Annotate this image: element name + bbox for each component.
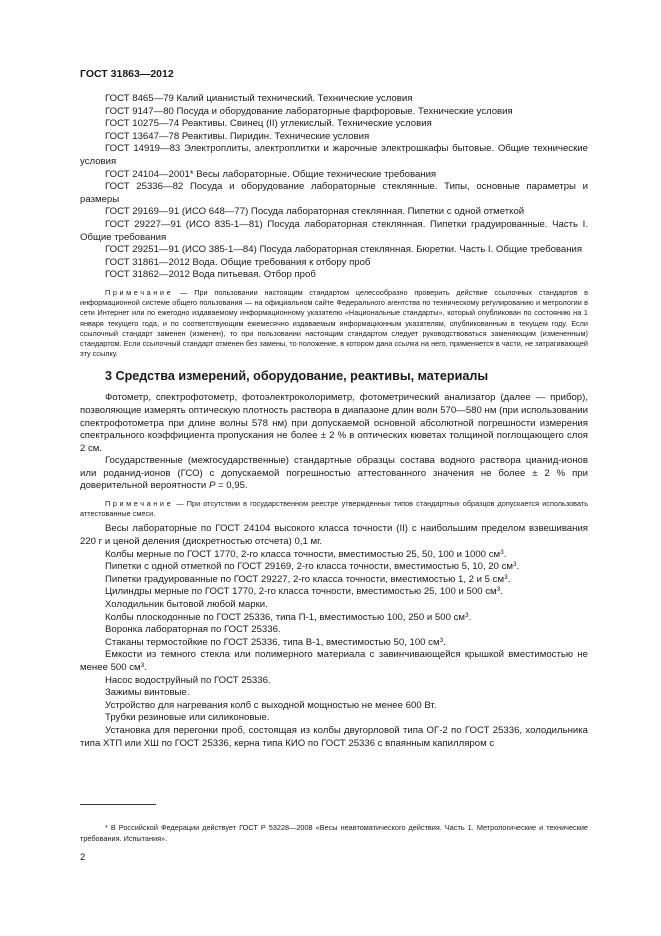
equipment-item: Холодильник бытовой любой марки.	[105, 599, 268, 611]
normative-references-list	[80, 93, 588, 282]
note-text: — При отсутствии в государственном реестре утвержденных типов стандартных образцов допускается использовать аттестованные смеси.	[80, 499, 589, 519]
equipment-item: Емкости из темного стекла или полимерного материала с завинчивающейся крышкой вместимостью не менее 500 $см^3$.	[80, 649, 588, 674]
reference-item: ГОСТ 29227—91 (ИСО 835-1—81) Посуда лабораторная стеклянная. Пипетки градуированные. Часть I. Общие требования	[80, 218, 588, 243]
section-3-title: 3 Средства измерений, оборудование, реактивы, материалы	[105, 369, 489, 384]
section-3-paragraph-reference-samples: Государственные (межгосударственные) стандартные образцы состава водного раствора цианид-ионов или роданид-ионов (ГСО) с допускаемой погрешностью аттестованного значения не более ± 2 % при доверительной вероятности P = 0,95.	[80, 455, 588, 492]
reference-item: ГОСТ 29169—91 (ИСО 648—77) Посуда лабораторная стеклянная. Пипетки с одной отметкой	[105, 206, 525, 218]
equipment-item: Трубки резиновые или силиконовые.	[105, 712, 270, 724]
equipment-item: Устройство для нагревания колб с выходной мощностью не менее 600 Вт.	[105, 699, 437, 711]
note-label: Примечание	[105, 499, 174, 509]
reference-item: ГОСТ 8465—79 Калий цианистый технический. Технические условия	[105, 93, 413, 104]
equipment-item: Пипетки с одной отметкой по ГОСТ 29169, 2-го класса точности, вместимостью 5, 10, 20 $см^3$.	[105, 561, 520, 573]
reference-item: ГОСТ 14919—83 Электроплиты, электроплитки и жарочные электрошкафы бытовые. Общие технические условия	[80, 143, 588, 167]
page-number: 2	[80, 852, 86, 863]
note-text: — При пользовании настоящим стандартом целесообразно проверить действие ссылочных стандартов в информационной системе общего пользования — на официальном сайте Федерального агентства по техническому регулированию и метрологии в сети Интернет или по ежегодно издаваемому информационному указателю «Национальные стандарты», который опубликован по состоянию на 1 января текущего года, и по соответствующим ежемесячно издаваемым информационным указателям, опубликованным в текущем году. Если ссылочный стандарт заменен (изменен), то при пользовании настоящим стандартом следует руководствоваться заменяющим (измененным) стандартом. Если ссылочный стандарт отменен без замены, то положение, в котором дана ссылка на него, применяется в части, не затрагивающей эту ссылку.	[80, 287, 588, 359]
reference-item: ГОСТ 9147—80 Посуда и оборудование лабораторные фарфоровые. Технические условия	[105, 105, 513, 117]
note-label: Примечание	[105, 287, 174, 297]
footnote: * В Российской Федерации действует ГОСТ Р 53228—2008 «Весы неавтоматического действия. Часть 1. Метрологические и технические требования. Испытания».	[80, 823, 588, 843]
equipment-item: Стаканы термостойкие по ГОСТ 25336, типа В-1, вместимостью 50, 100 $см^3$.	[105, 636, 446, 648]
reference-item: ГОСТ 31861—2012 Вода. Общие требования к отбору проб	[105, 256, 371, 268]
reference-item: ГОСТ 31862—2012 Вода питьевая. Отбор проб	[105, 269, 316, 281]
equipment-item: Весы лабораторные по ГОСТ 24104 высокого класса точности (II) с наибольшим пределом взвешивания 220 г и ценой деления (дискретностью отсчета) 0,1 мг.	[80, 523, 588, 548]
document-body	[80, 93, 588, 750]
reference-item: ГОСТ 13647—78 Реактивы. Пиридин. Технические условия	[105, 130, 370, 142]
equipment-item: Установка для перегонки проб, состоящая из колбы двугорловой типа ОГ-2 по ГОСТ 25336, холодильника типа ХТП или ХШ по ГОСТ 25336, керна типа КИО по ГОСТ 25336 с впаянным капилляром с	[80, 724, 588, 749]
equipment-item: Колбы плоскодонные по ГОСТ 25336, типа П-1, вместимостью 100, 250 и 500 $см^3$.	[105, 611, 472, 623]
section-3-paragraph-photometer: Фотометр, спектрофотометр, фотоэлектроколориметр, фотометрический анализатор (далее — прибор), позволяющие измерять оптическую плотность раствора в диапазоне длин волн 570—580 нм (при использовании спектрофотометра при длине волны 578 нм) при допускаемой основной абсолютной погрешности измерения спектрального коэффициента пропускания не более ± 2 % в оптических кюветах толщиной поглощающего слоя 2 см.	[80, 392, 588, 454]
reference-item: ГОСТ 10275—74 Реактивы. Свинец (II) углекислый. Технические условия	[105, 118, 432, 130]
equipment-item: Зажимы винтовые.	[105, 687, 190, 699]
document-header: ГОСТ 31863—2012	[80, 68, 174, 80]
reference-samples-note	[80, 499, 588, 519]
equipment-item: Насос водоструйный по ГОСТ 25336.	[105, 674, 271, 686]
equipment-item: Цилиндры мерные по ГОСТ 1770, 2-го класса точности, вместимостью 25, 100 и 500 $см^3$.	[105, 586, 503, 598]
reference-item: ГОСТ 24104—2001* Весы лабораторные. Общие технические требования	[105, 168, 437, 180]
equipment-item: Пипетки градуированные по ГОСТ 29227, 2-го класса точности, вместимостью 1, 2 и 5 $см^3$.	[105, 573, 511, 585]
references-note	[80, 288, 588, 359]
footnote-divider	[80, 804, 156, 805]
equipment-item: Воронка лабораторная по ГОСТ 25336.	[105, 624, 281, 636]
reference-item: ГОСТ 29251—91 (ИСО 385-1—84) Посуда лабораторная стеклянная. Бюретки. Часть I. Общие требования	[105, 244, 583, 256]
equipment-list	[80, 523, 588, 750]
equipment-item: Колбы мерные по ГОСТ 1770, 2-го класса точности, вместимостью 25, 50, 100 и 1000 $см^3$.	[105, 548, 507, 560]
reference-item: ГОСТ 25336—82 Посуда и оборудование лабораторные стеклянные. Типы, основные параметры и размеры	[80, 181, 588, 205]
